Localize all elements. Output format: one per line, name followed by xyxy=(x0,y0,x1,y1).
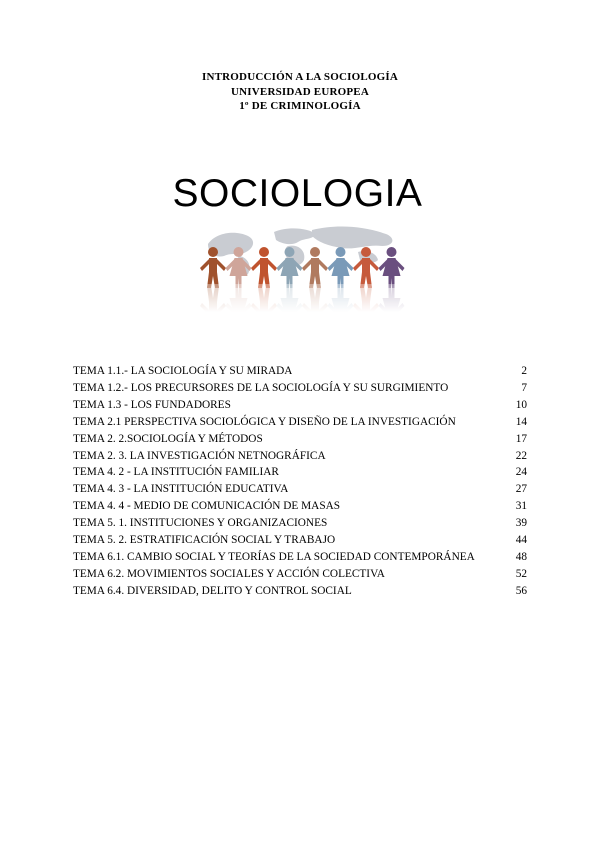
people-world-map-image xyxy=(196,222,410,312)
toc-entry-title: TEMA 1.1.- LA SOCIOLOGÍA Y SU MIRADA xyxy=(73,365,293,377)
toc-entry-title: TEMA 2. 3. LA INVESTIGACIÓN NETNOGRÁFICA xyxy=(73,449,326,462)
toc-entry[interactable] xyxy=(73,431,527,448)
document-header xyxy=(0,70,600,114)
toc-entry[interactable] xyxy=(73,498,527,515)
toc-entry[interactable] xyxy=(73,566,527,583)
toc-entry-title: TEMA 1.2.- LOS PRECURSORES DE LA SOCIOLOGÍA Y SU SURGIMIENTO xyxy=(73,381,449,394)
toc-entry[interactable] xyxy=(73,532,527,549)
toc-entry-page: 48 xyxy=(515,550,527,563)
toc-entry-title: TEMA 5. 1. INSTITUCIONES Y ORGANIZACIONES xyxy=(73,517,328,530)
toc-entry-page: 10 xyxy=(515,398,527,411)
toc-entry[interactable] xyxy=(73,583,527,600)
toc-entry-title: TEMA 2.1 PERSPECTIVA SOCIOLÓGICA Y DISEÑO DE LA INVESTIGACIÓN xyxy=(73,415,456,428)
degree-year: 1º DE CRIMINOLOGÍA xyxy=(239,100,361,112)
toc-entry-page: 2 xyxy=(521,365,527,377)
toc-entry-title: TEMA 4. 4 - MEDIO DE COMUNICACIÓN DE MASAS xyxy=(73,500,341,513)
toc-entry[interactable] xyxy=(73,380,527,397)
toc-entry-title: TEMA 4. 3 - LA INSTITUCIÓN EDUCATIVA xyxy=(73,483,289,496)
toc-entry[interactable] xyxy=(73,448,527,465)
toc-entry-title: TEMA 5. 2. ESTRATIFICACIÓN SOCIAL Y TRABAJO xyxy=(73,534,336,547)
toc-entry-title: TEMA 6.1. CAMBIO SOCIAL Y TEORÍAS DE LA SOCIEDAD CONTEMPORÁNEA xyxy=(73,550,475,563)
toc-entry-page: 52 xyxy=(515,567,527,580)
toc-entry-title: TEMA 6.4. DIVERSIDAD, DELITO Y CONTROL SOCIAL xyxy=(73,584,352,597)
toc-entry-title: TEMA 4. 2 - LA INSTITUCIÓN FAMILIAR xyxy=(73,466,279,479)
toc-entry-title: TEMA 6.2. MOVIMIENTOS SOCIALES Y ACCIÓN COLECTIVA xyxy=(73,567,385,580)
person-figure xyxy=(328,247,354,288)
toc-entry[interactable] xyxy=(73,481,527,498)
toc-entry-page: 22 xyxy=(515,449,527,462)
toc-entry-page: 39 xyxy=(515,517,527,530)
toc-entry-page: 24 xyxy=(515,466,527,479)
toc-entry-page: 7 xyxy=(521,381,527,394)
university-name: UNIVERSIDAD EUROPEA xyxy=(231,85,369,98)
toc-entry[interactable] xyxy=(73,464,527,481)
toc-entry-page: 31 xyxy=(515,500,527,513)
toc-entry[interactable] xyxy=(73,397,527,414)
toc-entry-title: TEMA 2. 2.SOCIOLOGÍA Y MÉTODOS xyxy=(73,432,263,445)
toc-entry-page: 14 xyxy=(515,415,527,428)
main-title: SOCIOLOGIA xyxy=(172,172,423,215)
toc-entry[interactable] xyxy=(73,549,527,566)
person-figure xyxy=(379,247,405,288)
toc-entry-page: 56 xyxy=(515,584,527,597)
table-of-contents xyxy=(73,363,527,600)
course-title: INTRODUCCIÓN A LA SOCIOLOGÍA xyxy=(202,71,398,83)
toc-entry-title: TEMA 1.3 - LOS FUNDADORES xyxy=(73,398,231,411)
toc-entry[interactable] xyxy=(73,414,527,431)
person-figure xyxy=(302,247,328,288)
person-figure xyxy=(251,247,277,288)
toc-entry[interactable] xyxy=(73,363,527,380)
toc-entry-page: 17 xyxy=(515,432,527,445)
person-figure xyxy=(353,247,379,288)
toc-entry[interactable] xyxy=(73,515,527,532)
toc-entry-page: 44 xyxy=(515,534,527,547)
toc-entry-page: 27 xyxy=(515,483,527,496)
